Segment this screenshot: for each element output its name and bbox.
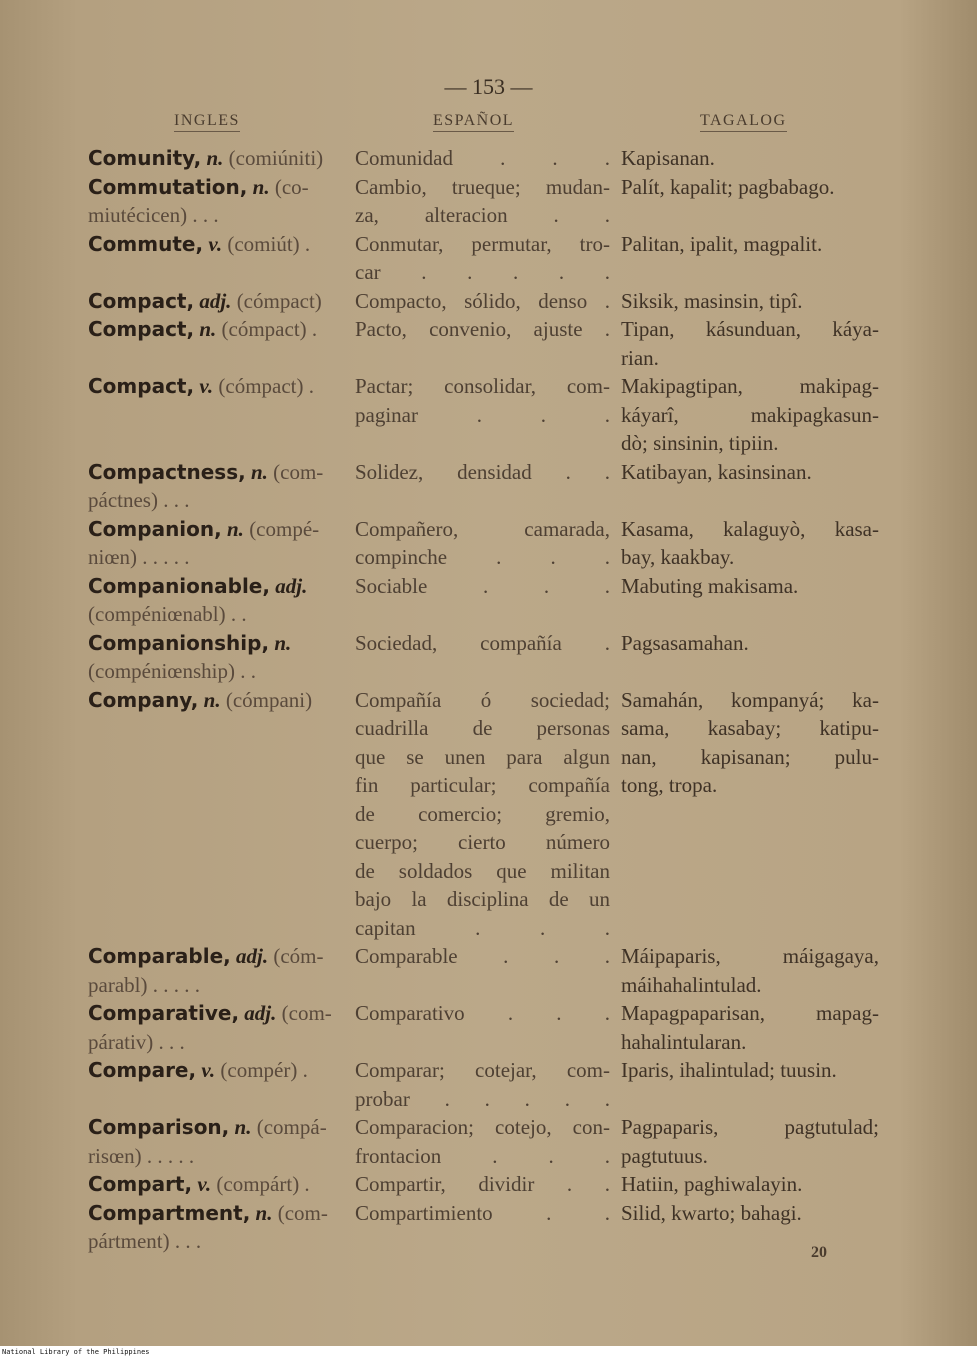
entry-comparison	[0, 1113, 977, 1170]
pronunciation: (compárt) .	[216, 1172, 310, 1196]
column-header-ingles: INGLES	[174, 112, 240, 132]
spanish-translation-line: Pactar; consolidar, com-	[355, 374, 610, 398]
pronunciation-continued: risœn) . . . . .	[88, 1143, 195, 1168]
tagalog-translation-cell	[621, 999, 879, 1056]
entry-headword-cell	[88, 686, 344, 715]
pronunciation: (co-	[274, 174, 309, 199]
pronunciation: (cóm-	[273, 944, 324, 968]
signature-mark: 20	[811, 1244, 827, 1261]
entry-headword-cell	[88, 315, 344, 344]
tagalog-translation-line: Iparis, ihalintulad; tuusin.	[621, 1058, 837, 1082]
spanish-translation-line: Comparacion; cotejo, con-	[355, 1115, 610, 1139]
spanish-translation-line: frontacion . . .	[355, 1143, 610, 1168]
headword: Companionship,	[88, 630, 270, 655]
tagalog-translation-line: sama, kasabay; katipu-	[621, 716, 879, 740]
spanish-translation-cell	[355, 315, 610, 344]
headword: Comparable,	[88, 944, 231, 968]
part-of-speech: n.	[227, 516, 244, 541]
headword-line	[88, 144, 344, 173]
tagalog-translation-cell	[621, 287, 879, 316]
part-of-speech: adj.	[275, 573, 308, 598]
tagalog-translation-cell	[621, 173, 879, 202]
tagalog-translation-cell	[621, 1113, 879, 1170]
entry-compact-n	[0, 315, 977, 372]
entry-headword-cell	[88, 144, 344, 173]
headword-line	[88, 1170, 344, 1199]
headword-line	[88, 1113, 344, 1142]
spanish-translation-cell	[355, 572, 610, 601]
tagalog-translation-cell	[621, 458, 879, 487]
part-of-speech: adj.	[199, 288, 232, 313]
entry-headword-cell	[88, 1170, 344, 1199]
spanish-translation-cell	[355, 287, 610, 316]
headword-line	[88, 173, 344, 202]
tagalog-translation-line: Kapisanan.	[621, 146, 715, 170]
spanish-translation-cell	[355, 230, 610, 287]
headword-line	[88, 1056, 344, 1085]
spanish-translation-cell	[355, 1113, 610, 1170]
entry-headword-cell	[88, 458, 344, 515]
pronunciation-continued: páctnes) . . .	[88, 488, 190, 512]
pronunciation: (comiúniti)	[228, 146, 324, 170]
part-of-speech: n.	[252, 174, 270, 199]
spanish-translation-cell	[355, 629, 610, 658]
pronunciation: (compé-	[249, 516, 320, 541]
tagalog-translation-cell	[621, 515, 879, 572]
entry-headword-cell	[88, 515, 344, 572]
tagalog-translation-line: tong, tropa.	[621, 773, 718, 797]
pronunciation-continued: (compéniœnship) . .	[88, 659, 256, 683]
tagalog-translation-line: hahalintularan.	[621, 1029, 747, 1054]
tagalog-translation-line: Siksik, masinsin, tipî.	[621, 288, 803, 313]
pronunciation-continued: parabl) . . . . .	[88, 972, 200, 997]
pronunciation: (com-	[277, 1200, 328, 1225]
headword-line	[88, 999, 344, 1028]
part-of-speech: v.	[208, 231, 223, 256]
spanish-translation-line: probar . . . . .	[355, 1086, 610, 1111]
headword-line	[88, 629, 344, 658]
entry-compartment	[0, 1199, 977, 1256]
spanish-translation-line: bajo la disciplina de un	[355, 887, 610, 911]
tagalog-translation-line: Mabuting makisama.	[621, 573, 799, 598]
spanish-translation-line: Comparable . . .	[355, 944, 610, 968]
part-of-speech: adj.	[236, 944, 269, 968]
headword: Compartment,	[88, 1200, 251, 1225]
headword-line	[88, 315, 344, 344]
spanish-translation-line: Compañía ó sociedad;	[355, 687, 610, 712]
tagalog-translation-cell	[621, 1199, 879, 1228]
spanish-translation-cell	[355, 686, 610, 943]
pronunciation-continued: miutécicen) . . .	[88, 203, 219, 227]
spanish-translation-line: Compañero, camarada,	[355, 516, 610, 541]
tagalog-translation-cell	[621, 315, 879, 372]
tagalog-translation-line: Pagpaparis, pagtutulad;	[621, 1115, 879, 1139]
tagalog-translation-cell	[621, 372, 879, 458]
spanish-translation-cell	[355, 458, 610, 487]
tagalog-translation-line: Tipan, kásunduan, káya-	[621, 317, 879, 341]
headword-line	[88, 515, 344, 544]
spanish-translation-line: Conmutar, permutar, tro-	[355, 231, 610, 256]
headword-line	[88, 230, 344, 259]
tagalog-translation-cell	[621, 942, 879, 999]
pronunciation-continued: párativ) . . .	[88, 1029, 185, 1054]
headword: Compact,	[88, 374, 195, 398]
entry-compact-v	[0, 372, 977, 458]
pronunciation: (compá-	[256, 1115, 327, 1139]
entry-company	[0, 686, 977, 943]
tagalog-translation-cell	[621, 686, 879, 800]
entry-headword-cell	[88, 287, 344, 316]
headword: Companion,	[88, 516, 222, 541]
tagalog-translation-cell	[621, 1056, 879, 1085]
tagalog-translation-line: Máipaparis, máigagaya,	[621, 944, 879, 968]
tagalog-translation-line: Katibayan, kasinsinan.	[621, 459, 812, 484]
part-of-speech: n.	[255, 1200, 273, 1225]
part-of-speech: n.	[234, 1115, 252, 1139]
tagalog-translation-line: Mapagpaparisan, mapag-	[621, 1001, 879, 1025]
spanish-translation-line: de comercio; gremio,	[355, 801, 610, 826]
headword: Compare,	[88, 1058, 197, 1082]
footer-bar	[0, 1346, 977, 1358]
pronunciation: (com-	[281, 1001, 332, 1025]
entry-headword-cell	[88, 999, 344, 1056]
headword: Compact,	[88, 288, 195, 313]
entry-headword-cell	[88, 173, 344, 230]
headword: Compart,	[88, 1172, 193, 1196]
headword: Compactness,	[88, 459, 246, 484]
entry-commute	[0, 230, 977, 287]
headword: Comparative,	[88, 1001, 240, 1025]
headword-line	[88, 287, 344, 316]
tagalog-translation-line: Palitan, ipalit, magpalit.	[621, 231, 823, 256]
pronunciation-continued: niœn) . . . . .	[88, 545, 190, 569]
spanish-translation-line: za, alteracion . .	[355, 203, 610, 227]
pronunciation-continued: pártment) . . .	[88, 1229, 202, 1253]
entry-compact-adj	[0, 287, 977, 316]
part-of-speech: v.	[199, 374, 214, 398]
spanish-translation-line: Compartimiento . .	[355, 1200, 610, 1225]
headword: Comparison,	[88, 1115, 230, 1139]
tagalog-translation-line: pagtutuus.	[621, 1143, 708, 1168]
spanish-translation-line: Compacto, sólido, denso .	[355, 288, 610, 313]
spanish-translation-line: car . . . . .	[355, 260, 610, 284]
tagalog-translation-cell	[621, 629, 879, 658]
tagalog-translation-line: rian.	[621, 345, 659, 370]
tagalog-translation-cell	[621, 572, 879, 601]
spanish-translation-cell	[355, 999, 610, 1028]
entry-commutation	[0, 173, 977, 230]
headword-line	[88, 458, 344, 487]
spanish-translation-cell	[355, 942, 610, 971]
spanish-translation-line: Comparar; cotejar, com-	[355, 1058, 610, 1082]
spanish-translation-line: Comparativo . . .	[355, 1001, 610, 1025]
part-of-speech: adj.	[244, 1001, 277, 1025]
tagalog-translation-line: Hatiin, paghiwalayin.	[621, 1172, 803, 1196]
spanish-translation-cell	[355, 515, 610, 572]
tagalog-translation-line: máihahalintulad.	[621, 972, 762, 997]
entry-headword-cell	[88, 629, 344, 686]
spanish-translation-line: cuerpo; cierto número	[355, 830, 610, 854]
pronunciation: (comiút) .	[227, 231, 311, 256]
spanish-translation-line: compinche . . .	[355, 545, 610, 569]
entry-headword-cell	[88, 1113, 344, 1170]
pronunciation: (cómpact)	[236, 288, 322, 313]
headword: Compact,	[88, 317, 195, 341]
tagalog-translation-line: káyarî, makipagkasun-	[621, 402, 879, 427]
entry-compare	[0, 1056, 977, 1113]
pronunciation: (cómpact) .	[218, 374, 315, 398]
spanish-translation-cell	[355, 1199, 610, 1228]
entry-comparable	[0, 942, 977, 999]
tagalog-translation-cell	[621, 1170, 879, 1199]
tagalog-translation-line: nan, kapisanan; pulu-	[621, 744, 879, 769]
entry-companionship	[0, 629, 977, 686]
column-header-espanol: ESPAÑOL	[433, 112, 514, 132]
tagalog-translation-line: Pagsasamahan.	[621, 630, 749, 655]
spanish-translation-line: Pacto, convenio, ajuste .	[355, 317, 610, 341]
tagalog-translation-line: Silid, kwarto; bahagi.	[621, 1200, 802, 1225]
entry-compart	[0, 1170, 977, 1199]
headword-line	[88, 572, 344, 601]
spanish-translation-line: paginar . . .	[355, 402, 610, 427]
part-of-speech: n.	[199, 317, 217, 341]
tagalog-translation-line: Palít, kapalit; pagbabago.	[621, 174, 835, 199]
headword-line	[88, 372, 344, 401]
page-number: — 153 —	[444, 74, 533, 99]
pronunciation: (compér) .	[220, 1058, 308, 1082]
spanish-translation-line: Sociable . . .	[355, 573, 610, 598]
part-of-speech: n.	[203, 687, 221, 712]
tagalog-translation-line: bay, kaakbay.	[621, 545, 735, 569]
entry-headword-cell	[88, 942, 344, 999]
entries-list	[0, 144, 977, 1256]
entry-headword-cell	[88, 230, 344, 259]
entry-headword-cell	[88, 572, 344, 629]
tagalog-translation-line: Samahán, kompanyá; ka-	[621, 687, 879, 712]
part-of-speech: v.	[201, 1058, 216, 1082]
headword: Company,	[88, 687, 199, 712]
part-of-speech: n.	[250, 459, 268, 484]
entry-compactness	[0, 458, 977, 515]
entry-comunity	[0, 144, 977, 173]
spanish-translation-line: Cambio, trueque; mudan-	[355, 174, 610, 199]
headword: Commute,	[88, 231, 204, 256]
entry-headword-cell	[88, 1056, 344, 1085]
part-of-speech: n.	[206, 146, 224, 170]
pronunciation: (cómpani)	[225, 687, 313, 712]
entry-companionable	[0, 572, 977, 629]
spanish-translation-line: capitan . . .	[355, 915, 610, 940]
tagalog-translation-cell	[621, 230, 879, 259]
spanish-translation-cell	[355, 1056, 610, 1113]
entry-headword-cell	[88, 1199, 344, 1256]
spanish-translation-line: cuadrilla de personas	[355, 716, 610, 740]
entry-headword-cell	[88, 372, 344, 401]
column-header-tagalog: TAGALOG	[700, 112, 787, 132]
spanish-translation-line: Sociedad, compañía .	[355, 630, 610, 655]
entry-companion	[0, 515, 977, 572]
spanish-translation-line: de soldados que militan	[355, 858, 610, 883]
spanish-translation-line: que se unen para algun	[355, 744, 610, 769]
spanish-translation-cell	[355, 1170, 610, 1199]
headword-line	[88, 686, 344, 715]
pronunciation-continued: (compéniœnabl) . .	[88, 602, 247, 626]
pronunciation: (com-	[273, 459, 324, 484]
headword: Companionable,	[88, 573, 270, 598]
pronunciation: (cómpact) .	[221, 317, 318, 341]
spanish-translation-cell	[355, 144, 610, 173]
part-of-speech: n.	[274, 630, 292, 655]
tagalog-translation-line: Kasama, kalaguyò, kasa-	[621, 516, 879, 541]
part-of-speech: v.	[197, 1172, 212, 1196]
spanish-translation-line: Compartir, dividir . .	[355, 1172, 610, 1196]
tagalog-translation-cell	[621, 144, 879, 173]
tagalog-translation-line: Makipagtipan, makipag-	[621, 374, 879, 398]
footer-credit: National Library of the Philippines	[2, 1348, 150, 1356]
headword: Comunity,	[88, 146, 202, 170]
entry-comparative	[0, 999, 977, 1056]
tagalog-translation-line: dò; sinsinin, tipiin.	[621, 431, 779, 455]
headword-line	[88, 1199, 344, 1228]
spanish-translation-line: Solidez, densidad . .	[355, 459, 610, 484]
spanish-translation-cell	[355, 173, 610, 230]
spanish-translation-cell	[355, 372, 610, 429]
spanish-translation-line: Comunidad . . .	[355, 146, 610, 170]
headword: Commutation,	[88, 174, 248, 199]
spanish-translation-line: fin particular; compañía	[355, 773, 610, 797]
headword-line	[88, 942, 344, 971]
